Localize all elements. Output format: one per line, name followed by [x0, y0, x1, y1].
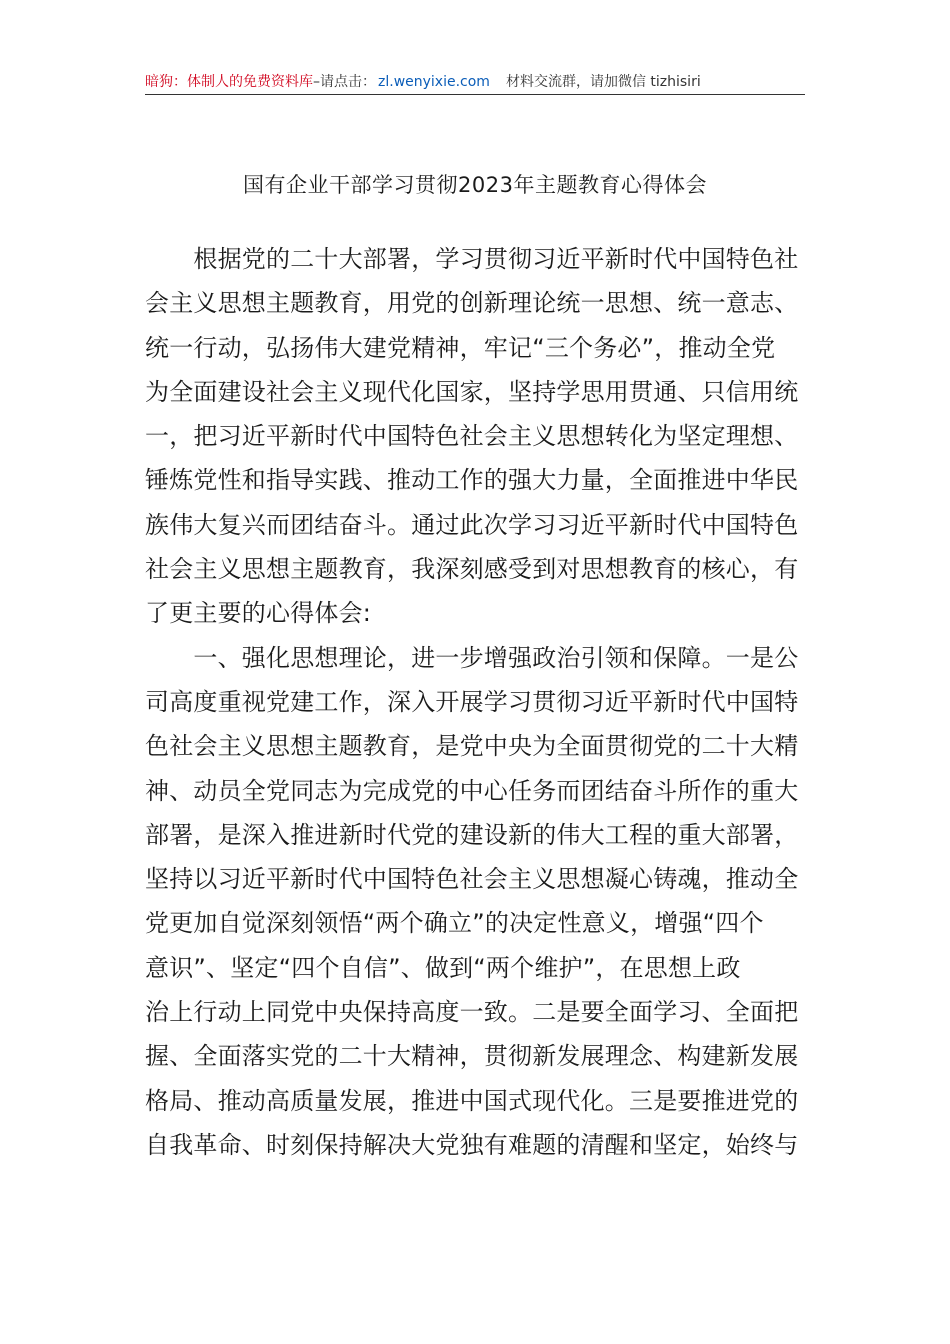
brand-text: 暗狗：体制人的免费资料库: [145, 74, 313, 90]
body-line: 神、动员全党同志为完成党的中心任务而团结奋斗所作的重大: [145, 776, 799, 805]
body-line: 自我革命、时刻保持解决大党独有难题的清醒和坚定，始终与: [145, 1130, 799, 1159]
body-line: 了更主要的心得体会:: [145, 599, 372, 628]
body-line: 色社会主义思想主题教育，是党中央为全面贯彻党的二十大精: [145, 732, 799, 761]
body-line: 意识”、坚定“四个自信”、做到“两个维护”，在思想上政: [145, 953, 741, 982]
body-line: 会主义思想主题教育，用党的创新理论统一思想、统一意志、: [145, 289, 799, 318]
body-line: 党更加自觉深刻领悟“两个确立”的决定性意义，增强“四个: [145, 909, 764, 938]
document-title: 国有企业干部学习贯彻2023年主题教育心得体会: [243, 173, 707, 197]
body-line: 根据党的二十大部署，学习贯彻习近平新时代中国特色社: [145, 245, 799, 273]
body-line: 部署，是深入推进新时代党的建设新的伟大工程的重大部署，: [145, 820, 799, 849]
body-line: 司高度重视党建工作，深入开展学习贯彻习近平新时代中国特: [145, 687, 799, 716]
body-line: 为全面建设社会主义现代化国家，坚持学思用贯通、只信用统: [145, 377, 799, 406]
page-header: [145, 70, 805, 95]
body-line: 坚持以习近平新时代中国特色社会主义思想凝心铸魂，推动全: [145, 865, 799, 894]
body-line: 治上行动上同党中央保持高度一致。二是要全面学习、全面把: [145, 998, 799, 1027]
click-label: –请点击：: [313, 74, 376, 90]
group-contact-text: 材料交流群，请加微信 tizhisiri: [505, 74, 701, 90]
document-body: [145, 240, 805, 1170]
body-line: 统一行动，弘扬伟大建党精神，牢记“三个务必”，推动全党: [145, 333, 776, 362]
body-line: 社会主义思想主题教育，我深刻感受到对思想教育的核心，有: [145, 555, 799, 584]
site-link[interactable]: zl.wenyixie.com: [378, 74, 490, 90]
body-line: 族伟大复兴而团结奋斗。通过此次学习习近平新时代中国特色: [145, 510, 799, 539]
body-line: 握、全面落实党的二十大精神，贯彻新发展理念、构建新发展: [145, 1042, 799, 1071]
body-line: 一、强化思想理论，进一步增强政治引领和保障。一是公: [145, 643, 799, 672]
body-line: 一，把习近平新时代中国特色社会主义思想转化为坚定理想、: [145, 422, 799, 451]
body-line: 锤炼党性和指导实践、推动工作的强大力量，全面推进中华民: [145, 466, 799, 495]
body-line: 格局、推动高质量发展，推进中国式现代化。三是要推进党的: [145, 1086, 799, 1115]
